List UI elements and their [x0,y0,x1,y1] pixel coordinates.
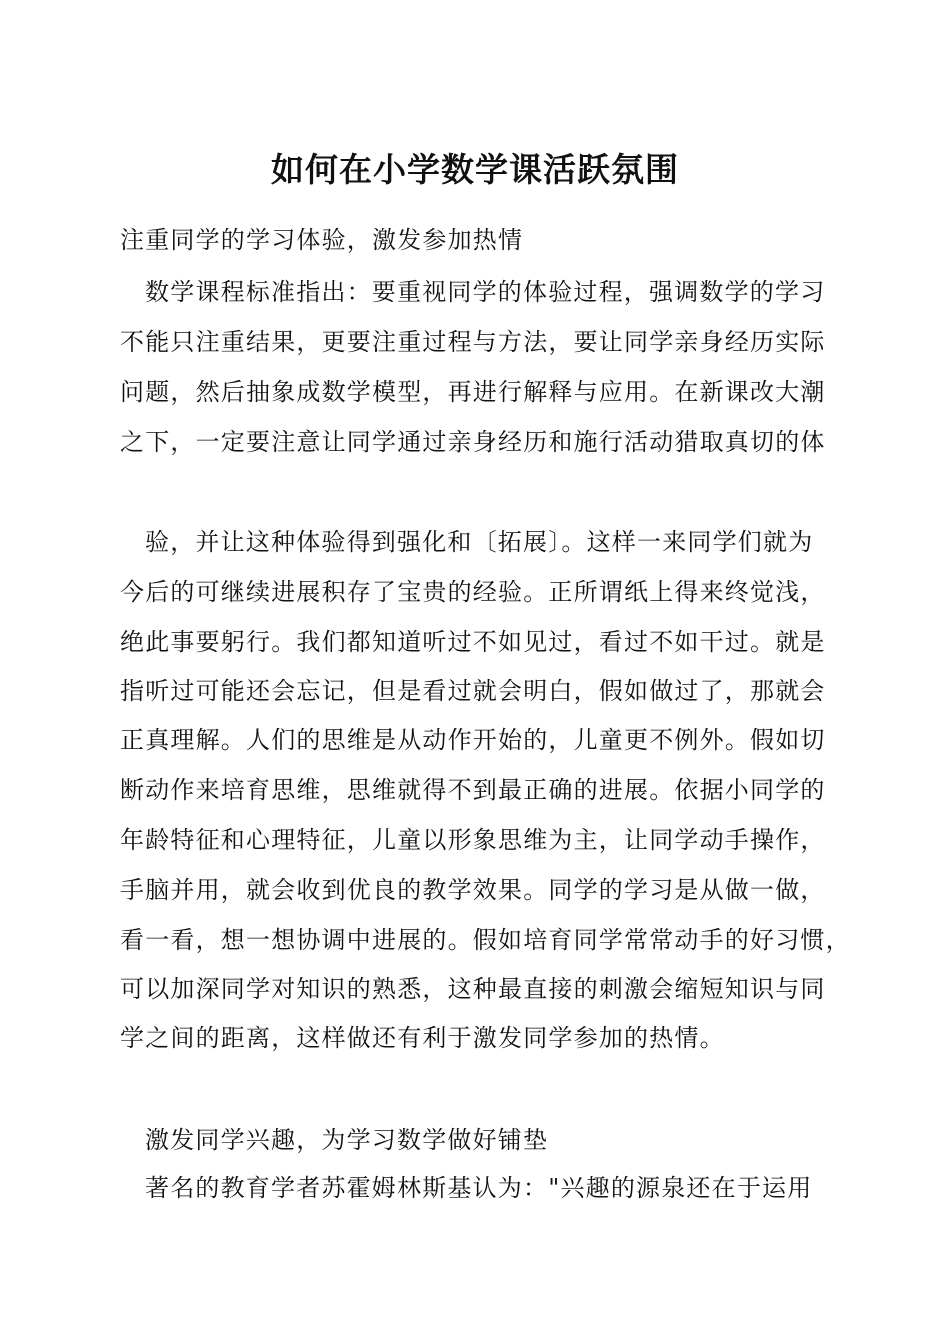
paragraph-line: 可以加深同学对知识的熟悉，这种最直接的刺激会缩短知识与同 [120,975,826,1003]
paragraph-line: 不能只注重结果，更要注重过程与方法，要让同学亲身经历实际 [120,328,826,356]
paragraph-line: 年龄特征和心理特征，儿童以形象思维为主，让同学动手操作， [120,826,826,854]
paragraph-line: 正真理解。人们的思维是从动作开始的，儿童更不例外。假如切 [120,726,826,754]
paragraph-line: 看一看，想一想协调中进展的。假如培育同学常常动手的好习惯， [120,926,851,954]
paragraph-line: 手脑并用，就会收到优良的教学效果。同学的学习是从做一做， [120,876,826,904]
paragraph-line: 之下，一定要注意让同学通过亲身经历和施行活动猎取真切的体 [120,428,826,456]
section-heading-2: 激发同学兴趣，为学习数学做好铺垫 [145,1126,549,1154]
section-heading-1: 注重同学的学习体验，激发参加热情 [120,226,524,254]
paragraph-line: 问题，然后抽象成数学模型，再进行解释与应用。在新课改大潮 [120,378,826,406]
paragraph-line: 著名的教育学者苏霍姆林斯基认为："兴趣的源泉还在于运用 [145,1174,813,1202]
document-title: 如何在小学数学课活跃氛围 [271,150,679,189]
paragraph-line: 指听过可能还会忘记，但是看过就会明白，假如做过了，那就会 [120,677,826,705]
paragraph-line: 断动作来培育思维，思维就得不到最正确的进展。依据小同学的 [120,776,826,804]
paragraph-line: 数学课程标准指出：要重视同学的体验过程，强调数学的学习 [145,278,826,306]
paragraph-line: 今后的可继续进展积存了宝贵的经验。正所谓纸上得来终觉浅， [120,578,826,606]
paragraph-line: 学之间的距离，这样做还有利于激发同学参加的热情。 [120,1024,725,1052]
paragraph-line: 验，并让这种体验得到强化和〔拓展〕。这样一来同学们就为 [145,528,814,556]
paragraph-line: 绝此事要躬行。我们都知道听过不如见过，看过不如干过。就是 [120,628,826,656]
